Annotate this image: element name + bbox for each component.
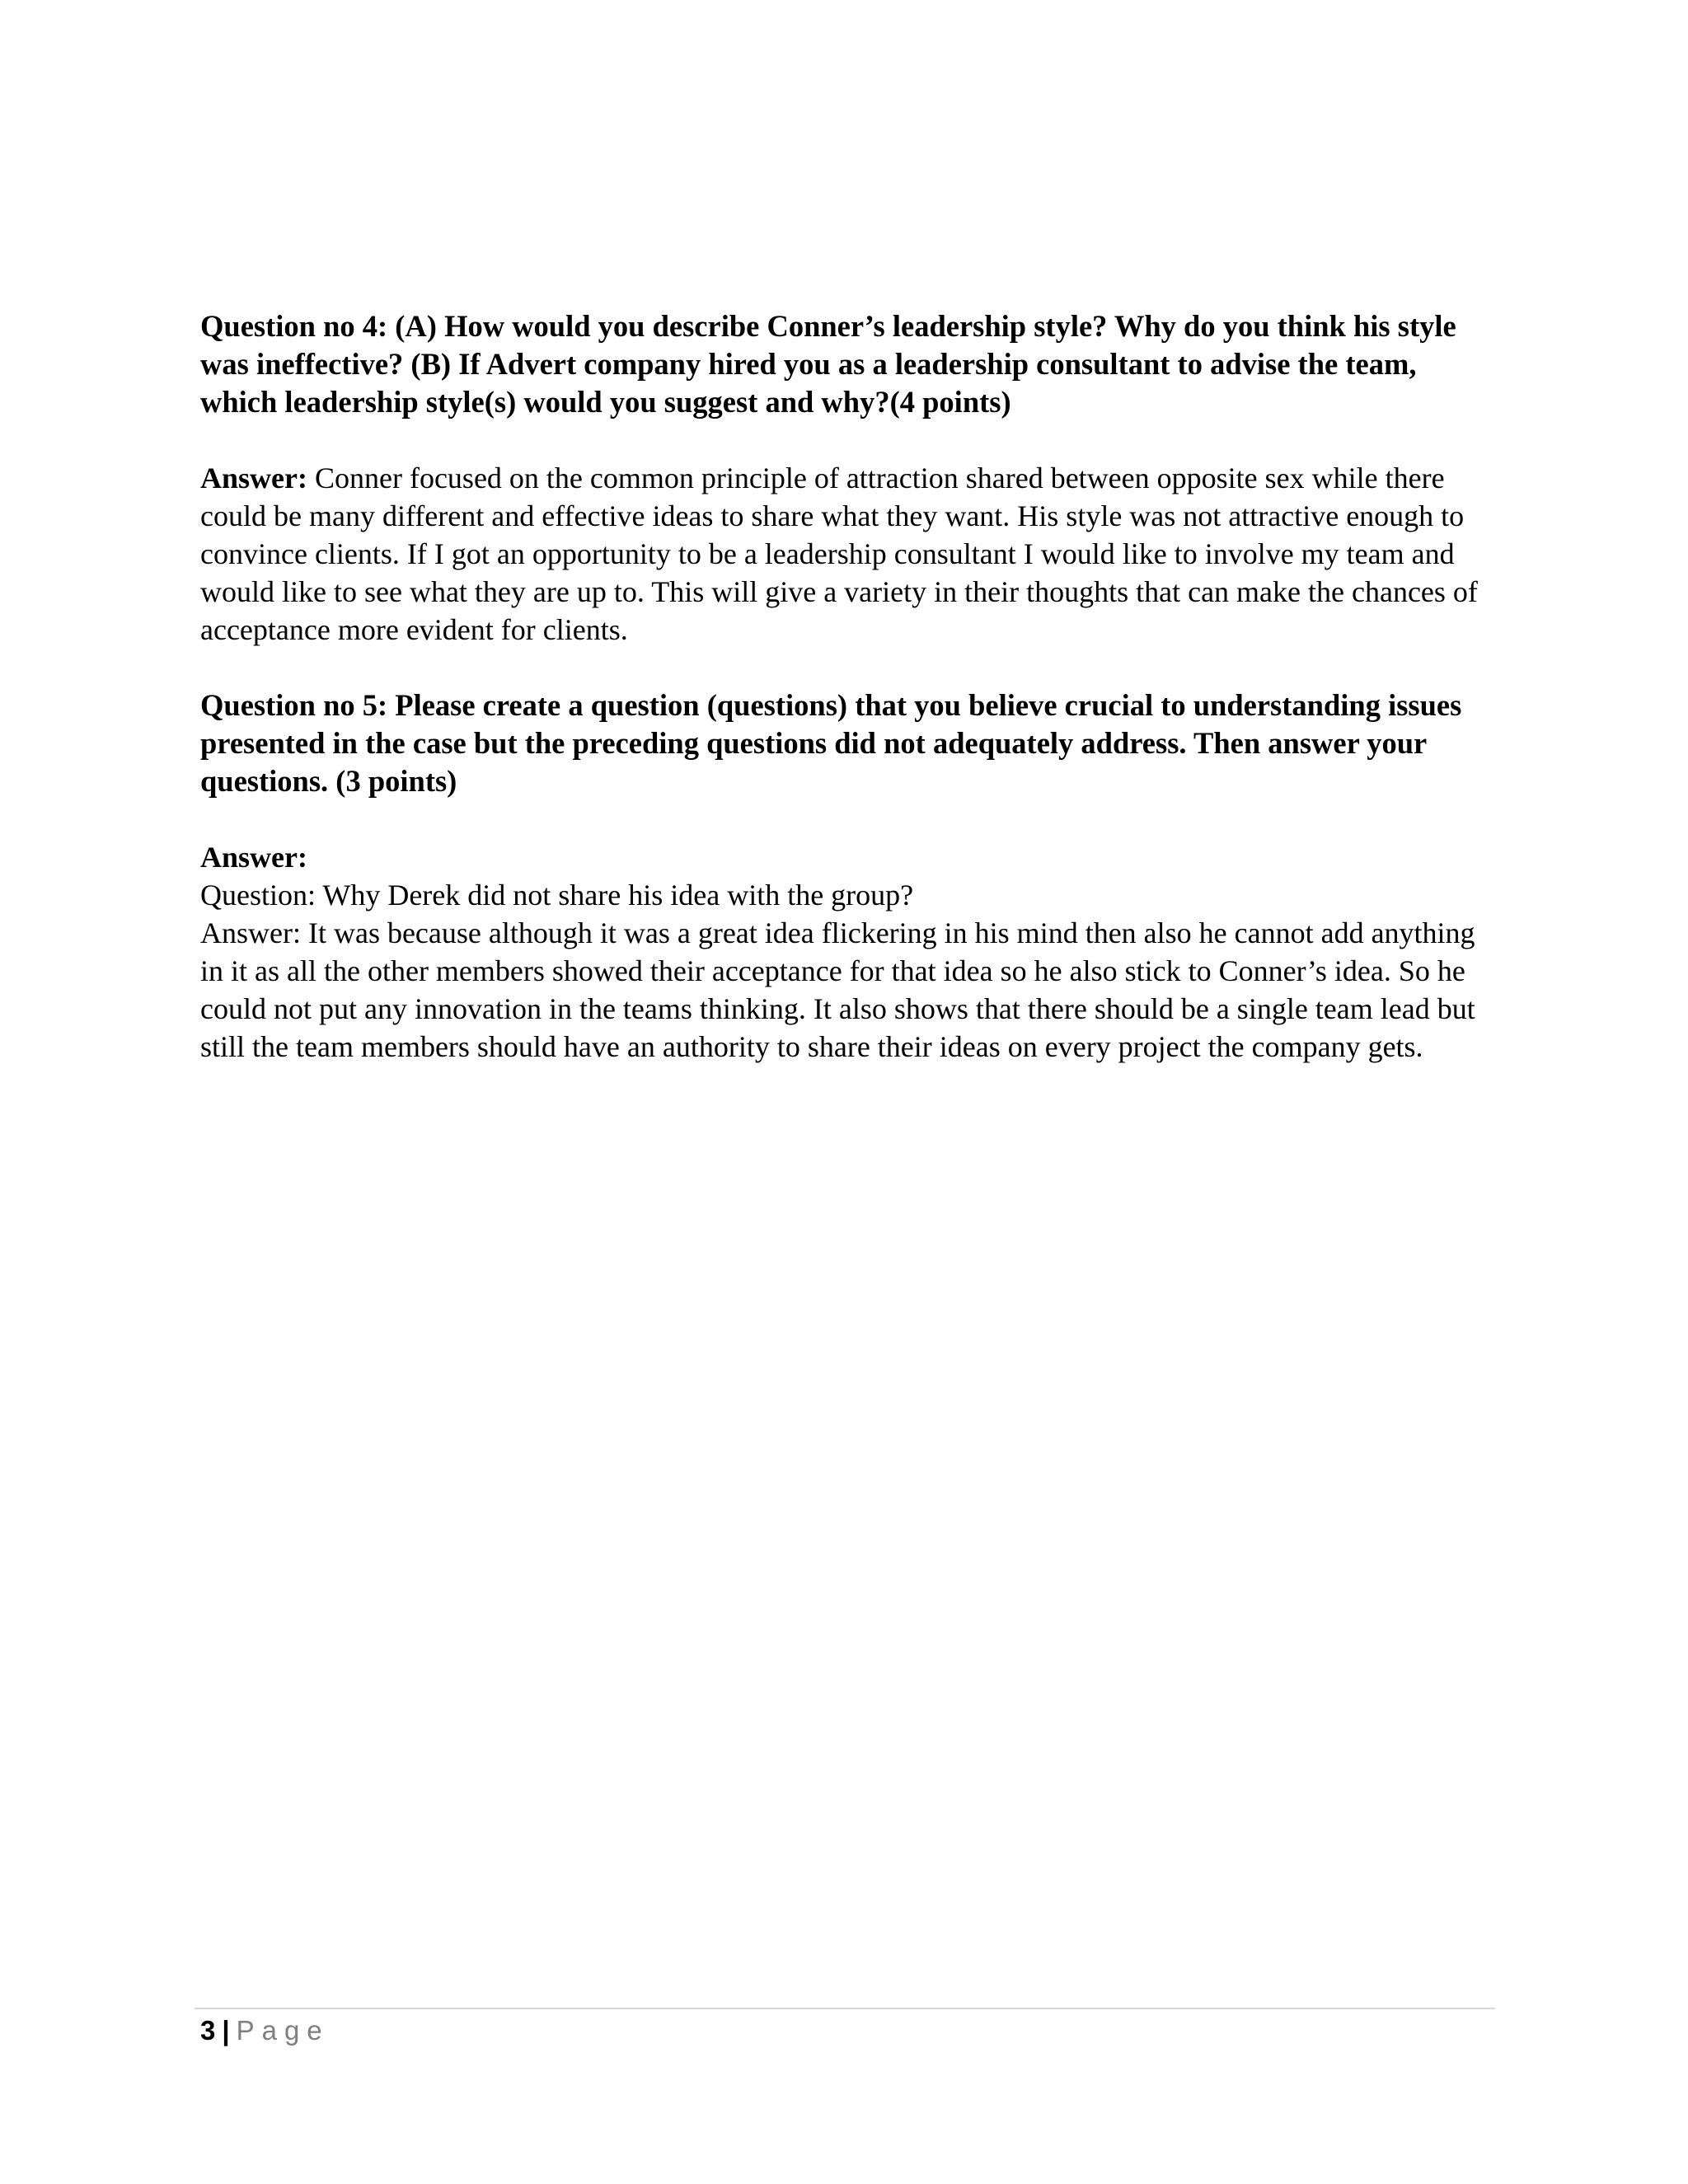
answer-text: Conner focused on the common principle of attraction shared between opposite sex while there could be many different and effective ideas to share what they want. His style was not attractive enough to convince clients. If I got an opportunity to be a leadership consultant I would like to involve my team and would like to see what they are up to. This will give a variety in their thoughts that can make the chances of acceptance more evident for clients. xyxy=(200,462,1478,646)
page-number: 3 xyxy=(200,2015,216,2046)
footer-divider xyxy=(195,2008,1495,2009)
spacer xyxy=(200,421,1494,459)
spacer xyxy=(200,649,1494,687)
page-word: Page xyxy=(236,2015,330,2046)
question-4-answer xyxy=(200,459,1494,649)
spacer xyxy=(200,800,1494,838)
page-content xyxy=(200,307,1494,1066)
footer-separator: | xyxy=(222,2015,230,2046)
question-4-heading: Question no 4: (A) How would you describe Conner’s leadership style? Why do you think his style was ineffective? (B) If Advert company hired you as a leadership consultant to advise the team, which leadership style(s) would you suggest and why?(4 points) xyxy=(200,309,1456,419)
own-question: Question: Why Derek did not share his idea with the group? xyxy=(200,879,914,912)
question-5-heading: Question no 5: Please create a question (questions) that you believe crucial to understanding issues presented in the case but the preceding questions did not adequately address. Then answer your questions. (3 points) xyxy=(200,688,1462,798)
page-footer xyxy=(200,2013,330,2049)
question-5-answer-label: Answer: xyxy=(200,841,307,874)
answer-label: Answer: xyxy=(200,462,307,494)
own-answer: Answer: It was because although it was a great idea flickering in his mind then also he cannot add anything in it as all the other members showed their acceptance for that idea so he also stick to Conner’s idea. So he could not put any innovation in the teams thinking. It also shows that there should be a single team lead but still the team members should have an authority to share their ideas on every project the company gets. xyxy=(200,916,1475,1063)
